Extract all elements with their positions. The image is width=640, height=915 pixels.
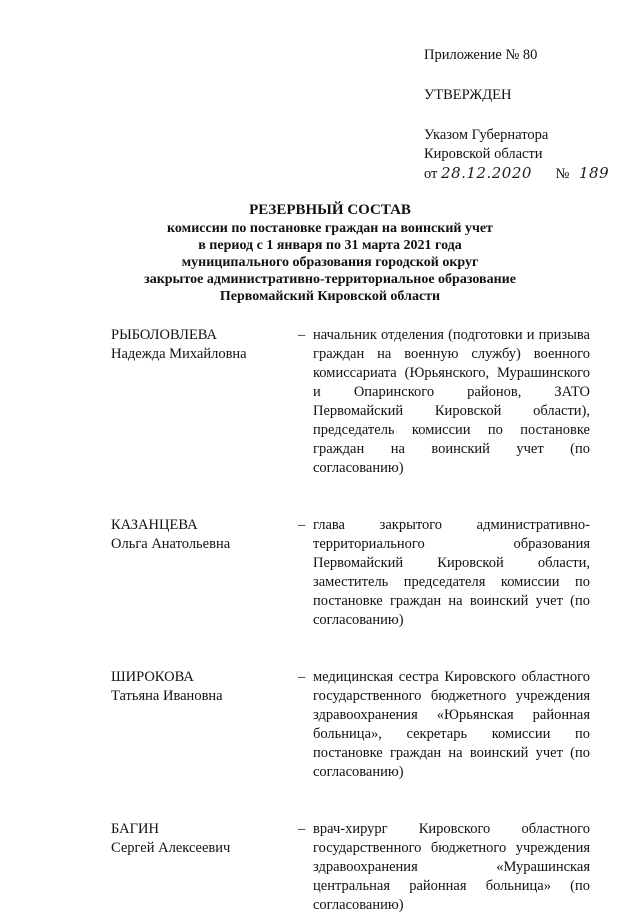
member-entry [111, 668, 591, 782]
member-description: врач-хирург Кировского областного государственного бюджетного учреждения здравоохранения «Мурашинская центральная районная больница» (по согласованию) [313, 821, 590, 913]
title-line-4: закрытое административно-территориальное образование [144, 272, 516, 287]
member-dash: – [298, 669, 306, 685]
member-name [111, 820, 281, 858]
appendix-number: Приложение № 80 [424, 47, 538, 63]
member-surname: РЫБОЛОВЛЕВА [111, 327, 218, 343]
member-surname: КАЗАНЦЕВА [111, 517, 198, 533]
member-given-names: Татьяна Ивановна [111, 688, 223, 704]
title-line-2: в период с 1 января по 31 марта 2021 года [198, 238, 462, 253]
member-given-names: Надежда Михайловна [111, 346, 247, 362]
approved-label: УТВЕРЖДЕН [424, 87, 512, 103]
member-surname: ШИРОКОВА [111, 669, 194, 685]
date-prefix: от [424, 166, 438, 182]
handwritten-date: 28.12.2020 [441, 164, 532, 182]
members-list [111, 326, 591, 915]
member-dash: – [298, 517, 306, 533]
member-given-names: Ольга Анатольевна [111, 536, 231, 552]
decree-date-line [424, 164, 624, 184]
member-entry [111, 820, 591, 915]
handwritten-number: 189 [579, 164, 610, 182]
decree-line-1: Указом Губернатора [424, 127, 549, 143]
member-dash: – [298, 821, 306, 837]
member-description: начальник отделения (подготовки и призыва граждан на военную службу) военного комиссариата (Юрьянского, Мурашинского и Опаринского районов, ЗАТО Первомайский Кировской области), председатель комиссии по постановке граждан на воинский учет (по согласованию) [313, 327, 590, 476]
document-title [60, 200, 600, 305]
title-line-1: комиссии по постановке граждан на воинский учет [167, 221, 493, 236]
title-line-3: муниципального образования городской округ [181, 255, 479, 270]
member-description: глава закрытого административно-территориального образования Первомайский Кировской области, заместитель председателя комиссии по постановке граждан на воинский учет (по согласованию) [313, 517, 590, 628]
title-line-5: Первомайский Кировской области [219, 289, 441, 304]
number-sign: № [555, 166, 570, 182]
member-entry [111, 326, 591, 478]
member-name [111, 668, 281, 706]
member-description: медицинская сестра Кировского областного государственного бюджетного учреждения здравоохранения «Юрьянская районная больница», секретарь комиссии по постановке граждан на воинский учет (по согласованию) [313, 669, 590, 780]
title-main: РЕЗЕРВНЫЙ СОСТАВ [249, 202, 411, 218]
member-name [111, 326, 281, 364]
member-name [111, 516, 281, 554]
approval-block [424, 46, 624, 184]
member-surname: БАГИН [111, 821, 159, 837]
member-dash: – [298, 327, 306, 343]
decree-line-2: Кировской области [424, 146, 543, 162]
member-entry [111, 516, 591, 630]
member-given-names: Сергей Алексеевич [111, 840, 231, 856]
